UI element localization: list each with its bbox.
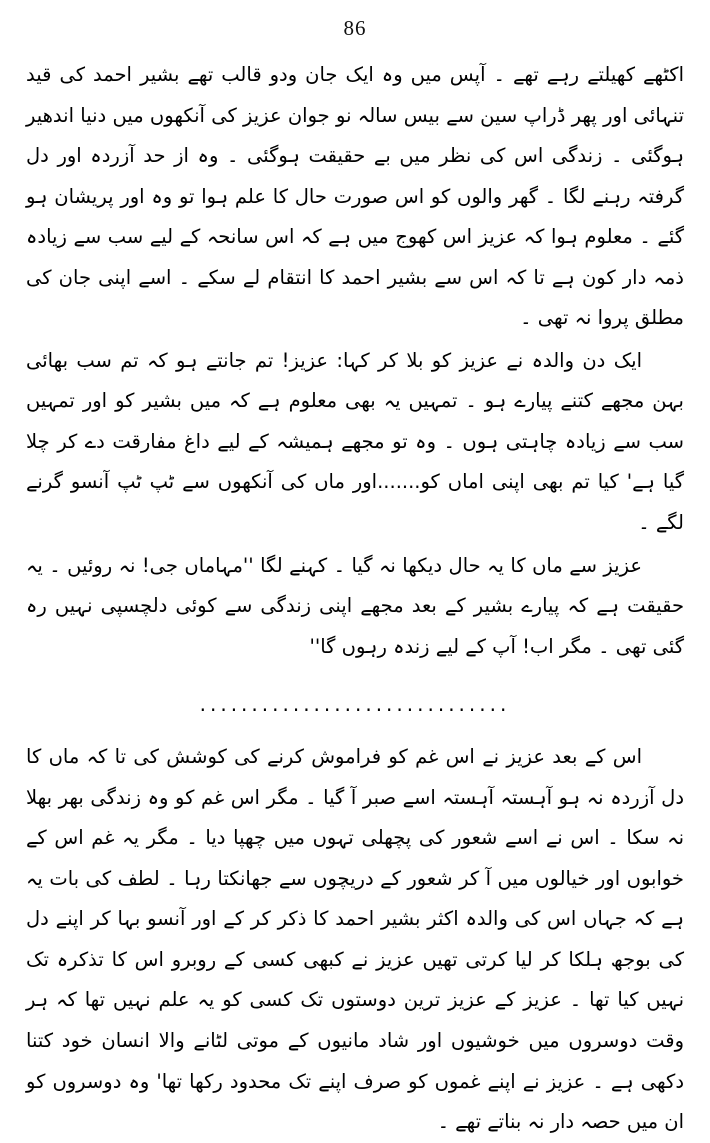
divider-dots: .............................. bbox=[199, 692, 511, 717]
page-number: 86 bbox=[343, 16, 367, 40]
paragraph: اکٹھے کھیلتے رہے تھے ۔ آپس میں وہ ایک جان ودو قالب تھے بشیر احمد کی قید تنہائی اور پھر ڈراپ سین سے بیس سالہ نو جوان عزیز کی آنکھوں میں دنیا اندھیر ہوگئی ۔ زندگی اس کی نظر میں بے حقیقت ہوگئی ۔ وہ از حد آزردہ اور دل گرفتہ رہنے لگا ۔ گھر والوں کو اس صورت حال کا علم ہوا تو وہ اور پریشان ہو گئے ۔ معلوم ہوا کہ عزیز اس کھوج میں ہے کہ اس سانحہ کے لیے سب سے زیادہ ذمہ دار کون ہے تا کہ اس سے بشیر احمد کا انتقام لے سکے ۔ اسے اپنی جان کی مطلق پروا نہ تھی ۔ bbox=[26, 63, 684, 330]
paragraph: ایک دن والدہ نے عزیز کو بلا کر کہا: عزیز! تم جانتے ہو کہ تم سب بھائی بہن مجھے کتنے پیارے ہو ۔ تمہیں یہ بھی معلوم ہے کہ میں بشیر کو اور تمہیں سب سے زیادہ چاہتی ہوں ۔ وہ تو مجھے ہمیشہ کے لیے داغ مفارقت دے کر چلا گیا ہے' کیا تم بھی اپنی اماں کو.......اور ماں کی آنکھوں سے ٹپ ٹپ آنسو گرنے لگے ۔ bbox=[26, 348, 684, 535]
page-body bbox=[26, 55, 684, 1143]
section-two bbox=[26, 737, 684, 1142]
section-divider bbox=[26, 693, 684, 715]
section-one bbox=[26, 55, 684, 667]
paragraph: عزیز سے ماں کا یہ حال دیکھا نہ گیا ۔ کہنے لگا ''مہاماں جی! نہ روئیں ۔ یہ حقیقت ہے کہ پیارے بشیر کے بعد مجھے اپنی زندگی سے کوئی دلچسپی نہیں رہ گئی تھی ۔ مگر اب! آپ کے لیے زندہ رہوں گا'' bbox=[26, 553, 684, 658]
paragraph: اس کے بعد عزیز نے اس غم کو فراموش کرنے کی کوشش کی تا کہ ماں کا دل آزردہ نہ ہو آہستہ آہستہ اسے صبر آ گیا ۔ مگر اس غم کو وہ زندگی بھر بھلا نہ سکا ۔ اس نے اسے شعور کی پچھلی تہوں میں چھپا دیا ۔ مگر یہ غم اس کے خوابوں اور خیالوں میں آ کر شعور کے دریچوں سے جھانکتا رہا ۔ لطف کی بات یہ ہے کہ جہاں اس کی والدہ اکثر بشیر احمد کا ذکر کر کے اور آنسو بہا کر اپنے دل کی بوجھ ہلکا کر لیا کرتی تھیں عزیز نے کبھی کسی کے روبرو اس کا تذکرہ تک نہیں کیا تھا ۔ عزیز کے عزیز ترین دوستوں تک کسی کو یہ علم نہیں تھا کہ ہر وقت دوسروں میں خوشیوں اور شاد مانیوں کے موتی لٹانے والا انسان خود کتنا دکھی ہے ۔ عزیز نے اپنے غموں کو صرف اپنے تک محدود رکھا تھا' وہ دوسروں کو ان میں حصہ دار نہ بناتے تھے ۔ bbox=[26, 745, 684, 1134]
